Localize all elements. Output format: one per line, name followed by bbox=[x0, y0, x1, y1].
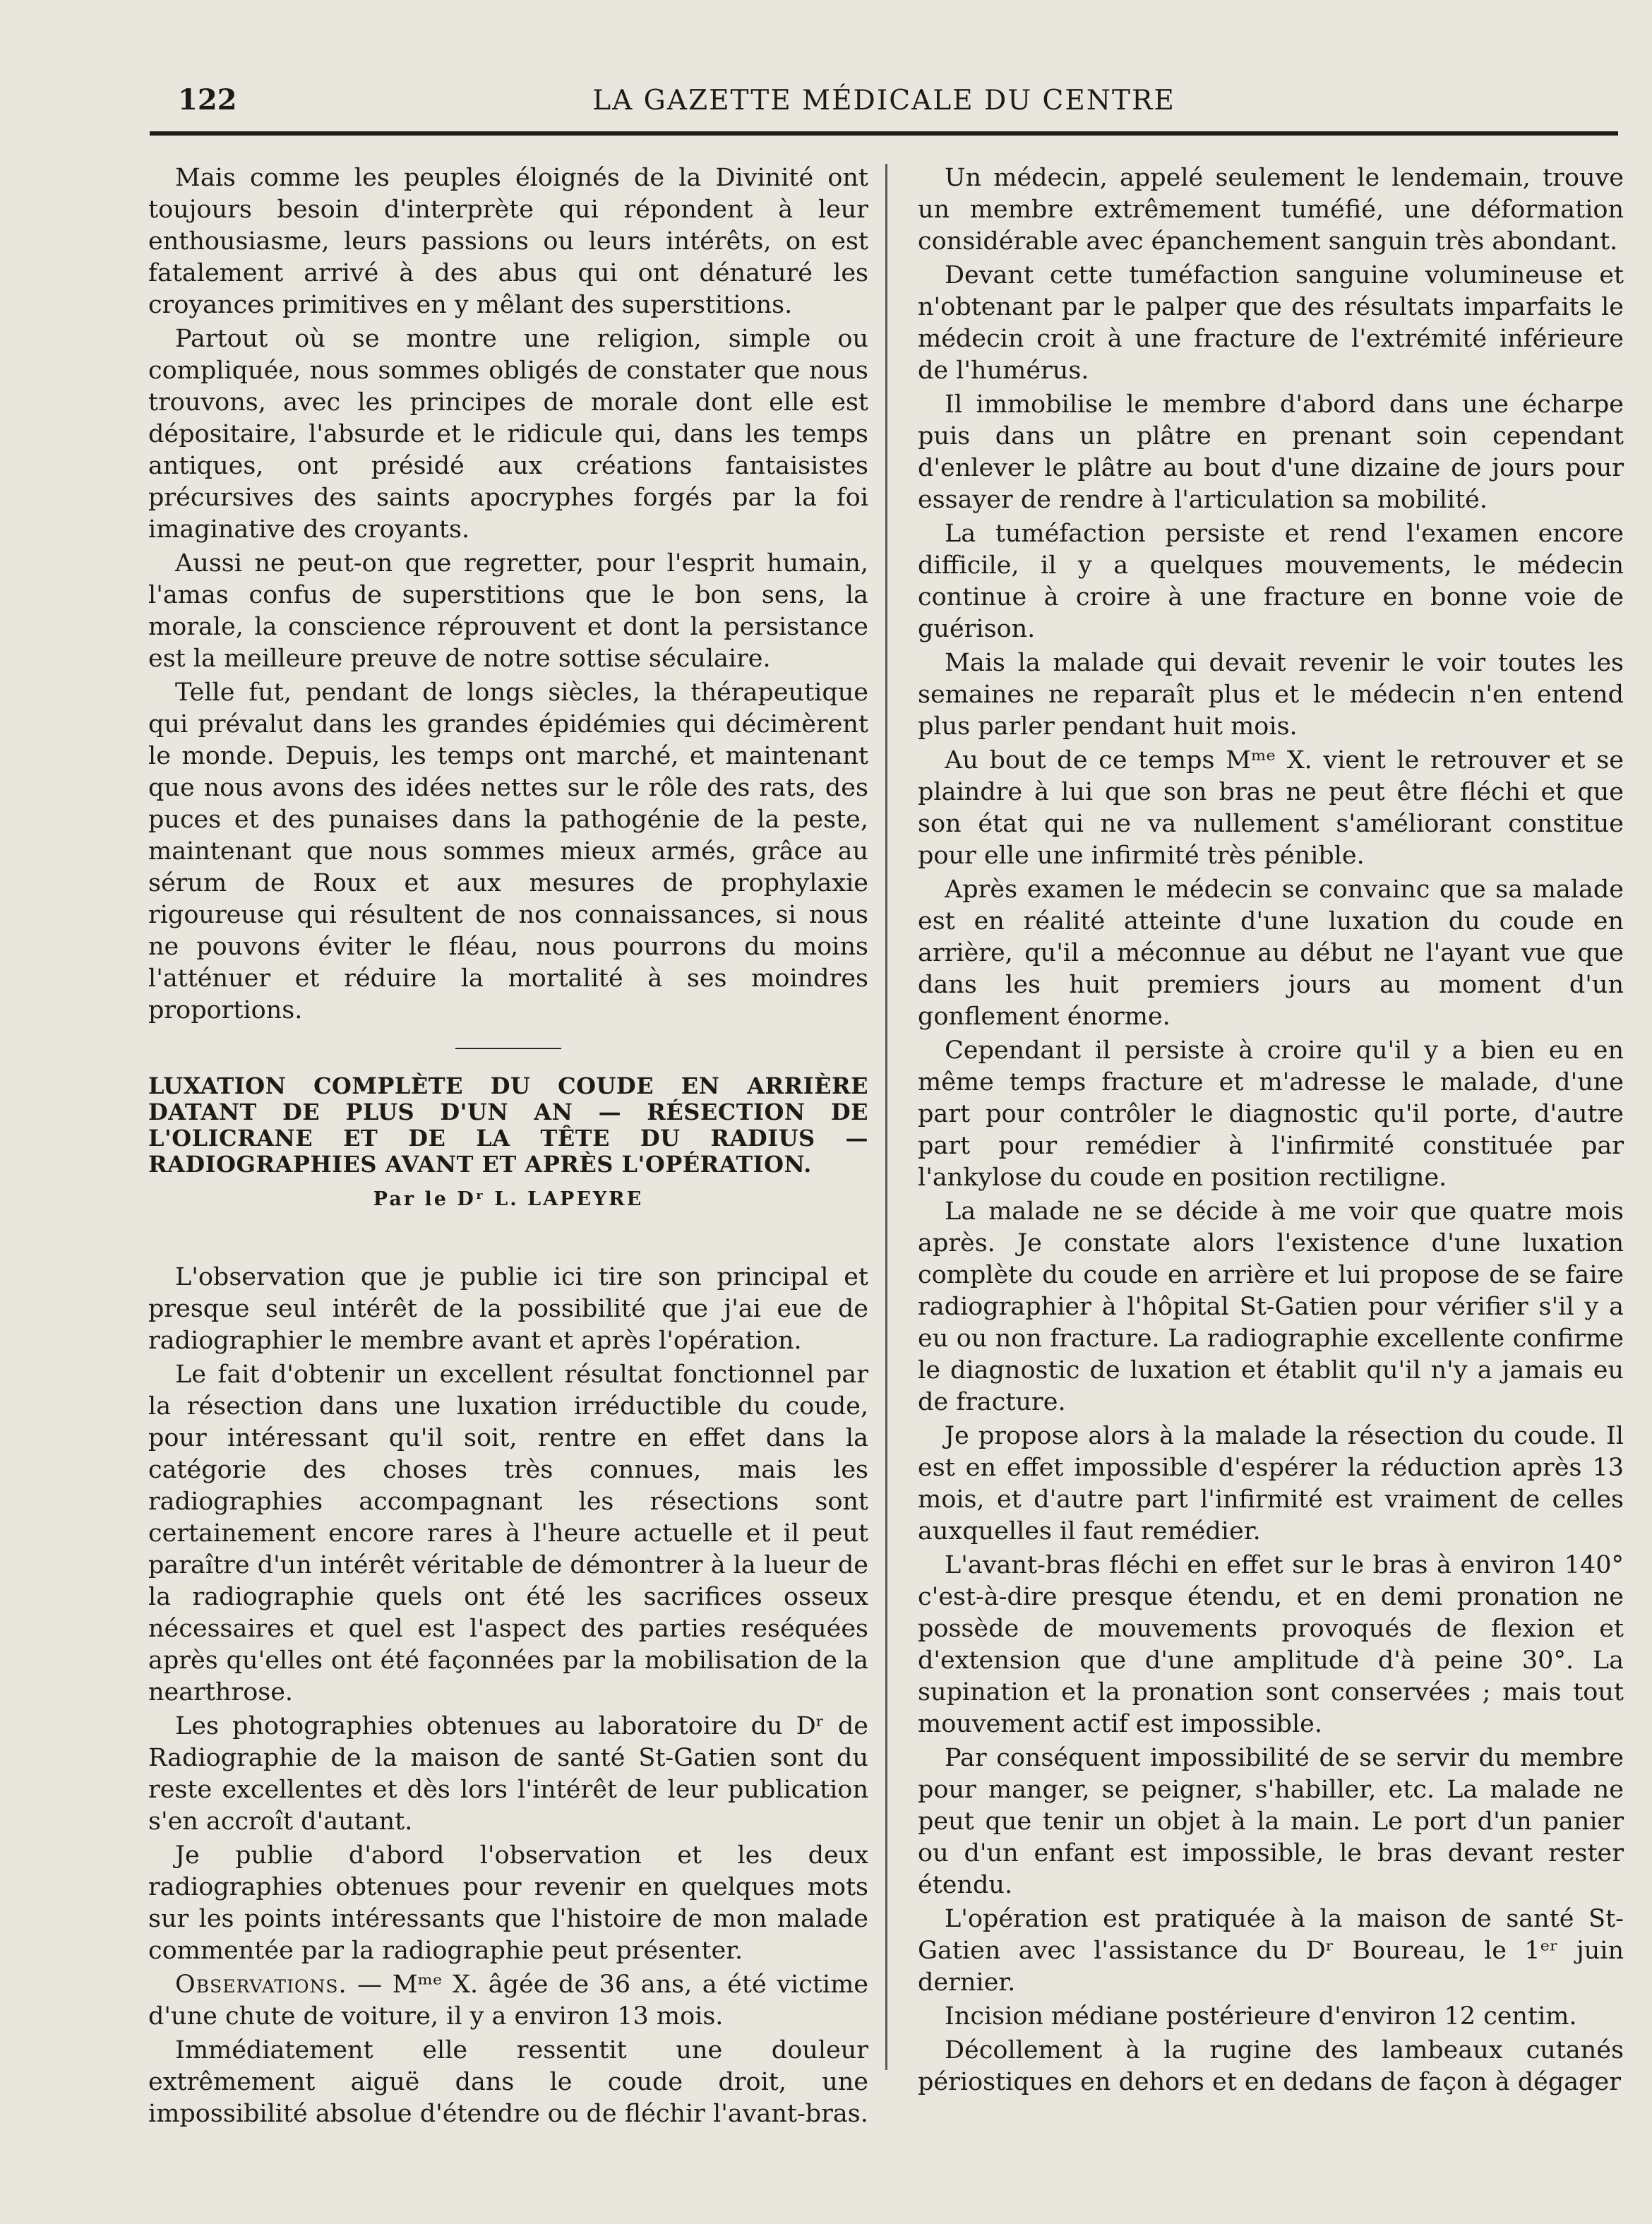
page-header bbox=[150, 79, 1618, 121]
paragraph: Immédiatement elle ressentit une douleur extrêmement aiguë dans le coude droit, une impossibilité absolue d'étendre ou de fléchir l'avant-bras. bbox=[148, 2036, 868, 2128]
paragraph: L'avant-bras fléchi en effet sur le bras à environ 140° c'est-à-dire presque étendu, et en demi pronation ne possède de mouvements provoqués de flexion et d'extension que d'une amplitude d'à peine 30°. La supination et la pronation sont conservées ; mais tout mouvement actif est impossible. bbox=[918, 1551, 1624, 1738]
paragraph: Je publie d'abord l'observation et les deux radiographies obtenues pour revenir en quelques mots sur les points intéressants que l'histoire de mon malade commentée par la radiographie peut présenter. bbox=[148, 1841, 868, 1965]
paragraph: Devant cette tuméfaction sanguine volumineuse et n'obtenant par le palper que des résultats imparfaits le médecin croit à une fracture de l'extrémité inférieure de l'humérus. bbox=[918, 261, 1624, 385]
running-title: LA GAZETTE MÉDICALE DU CENTRE bbox=[592, 85, 1175, 116]
paragraph: Par conséquent impossibilité de se servir du membre pour manger, se peigner, s'habiller, etc. La malade ne peut que tenir un objet à la main. Le port d'un panier ou d'un enfant est impossible, le bras devant rester étendu. bbox=[918, 1744, 1624, 1899]
paragraph: Aussi ne peut-on que regretter, pour l'esprit humain, l'amas confus de superstitions que le bon sens, la morale, la conscience réprouvent et dont la persistance est la meilleure preuve de notre sottise séculaire. bbox=[148, 549, 868, 673]
observations-label: Observations. bbox=[175, 1971, 347, 1999]
paragraph: Le fait d'obtenir un excellent résultat fonctionnel par la résection dans une luxation irréductible du coude, pour intéressant qu'il soit, rentre en effet dans la catégorie des choses très connues, mais les radiographies accompagnant les résections sont certainement encore rares à l'heure actuelle et il peut paraître d'un intérêt véritable de démontrer à la lueur de la radiographie quels ont été les sacrifices osseux nécessaires et quel est l'aspect des parties reséquées après qu'elles ont été façonnées par la mobilisation de la nearthrose. bbox=[148, 1361, 868, 1706]
paragraph: Je propose alors à la malade la résection du coude. Il est en effet impossible d'espérer la réduction après 13 mois, et d'autre part l'infirmité est vraiment de celles auxquelles il faut remédier. bbox=[918, 1422, 1624, 1546]
paragraph: L'observation que je publie ici tire son principal et presque seul intérêt de la possibilité que j'ai eue de radiographier le membre avant et après l'opération. bbox=[148, 1263, 868, 1355]
paragraph: Telle fut, pendant de longs siècles, la thérapeutique qui prévalut dans les grandes épidémies qui décimèrent le monde. Depuis, les temps ont marché, et maintenant que nous avons des idées nettes sur le rôle des rats, des puces et des punaises dans la pathogénie de la peste, maintenant que nous sommes mieux armés, grâce au sérum de Roux et aux mesures de prophylaxie rigoureuse qui résultent de nos connaissances, si nous ne pouvons éviter le fléau, nous pourrons du moins l'atténuer et réduire la mortalité à ses moindres proportions. bbox=[148, 678, 868, 1024]
paragraph: Un médecin, appelé seulement le lendemain, trouve un membre extrêmement tuméfié, une déformation considérable avec épanchement sanguin très abondant. bbox=[918, 164, 1624, 256]
column-divider bbox=[885, 164, 887, 2070]
paragraph: Il immobilise le membre d'abord dans une écharpe puis dans un plâtre en prenant soin cependant d'enlever le plâtre au bout d'une dizaine de jours pour essayer de rendre à l'articulation sa mobilité. bbox=[918, 390, 1624, 514]
paragraph: Mais comme les peuples éloignés de la Divinité ont toujours besoin d'interprète qui répondent à leur enthousiasme, leurs passions ou leurs intérêts, on est fatalement arrivé à des abus qui ont dénaturé les croyances primitives en y mêlant des superstitions. bbox=[148, 164, 868, 319]
paragraph: Incision médiane postérieure d'environ 12 centim. bbox=[945, 2002, 1577, 2031]
paragraph: La tuméfaction persiste et rend l'examen encore difficile, il y a quelques mouvements, le médecin continue à croire à une fracture en bonne voie de guérison. bbox=[918, 520, 1624, 643]
article-title: LUXATION COMPLÈTE DU COUDE EN ARRIÈRE DATANT DE PLUS D'UN AN — RÉSECTION DE L'OLICRANE ET DE LA TÊTE DU RADIUS — RADIOGRAPHIES AVANT ET APRÈS L'OPÉRATION. bbox=[148, 1072, 868, 1178]
header-rule bbox=[150, 131, 1618, 136]
right-column bbox=[918, 162, 1624, 2100]
paragraph: L'opération est pratiquée à la maison de santé St-Gatien avec l'assistance du Dʳ Boureau, le 1ᵉʳ juin dernier. bbox=[918, 1905, 1624, 1997]
observations-paragraph bbox=[148, 1969, 868, 2033]
paragraph: Cependant il persiste à croire qu'il y a bien eu en même temps fracture et m'adresse le malade, d'une part pour contrôler le diagnostic qu'il porte, d'autre part pour remédier à l'infirmité constituée par l'ankylose du coude en position rectiligne. bbox=[918, 1036, 1624, 1192]
paragraph: La malade ne se décide à me voir que quatre mois après. Je constate alors l'existence d'une luxation complète du coude en arrière et lui propose de se faire radiographier à l'hôpital St-Gatien pour vérifier s'il y a eu ou non fracture. La radiographie excellente confirme le diagnostic de luxation et établit qu'il n'y a jamais eu de fracture. bbox=[918, 1197, 1624, 1416]
byline: Par le Dʳ L. LAPEYRE bbox=[373, 1188, 644, 1210]
paragraph: Au bout de ce temps Mᵐᵉ X. vient le retrouver et se plaindre à lui que son bras ne peut être fléchi et que son état qui ne va nullement s'améliorant constitue pour elle une infirmité très pénible. bbox=[918, 746, 1624, 870]
paragraph: Partout où se montre une religion, simple ou compliquée, nous sommes obligés de constater que nous trouvons, avec les principes de morale dont elle est dépositaire, l'absurde et le ridicule qui, dans les temps antiques, ont présidé aux créations fantaisistes précursives des saints apocryphes forgés par la foi imaginative des croyants. bbox=[148, 325, 868, 544]
page-number: 122 bbox=[178, 83, 237, 116]
paragraph: Après examen le médecin se convainc que sa malade est en réalité atteinte d'une luxation du coude en arrière, qu'il a méconnue au début ne l'ayant vue que dans les huit premiers jours au moment d'un gonflement énorme. bbox=[918, 875, 1624, 1031]
left-column bbox=[148, 162, 868, 2132]
observations-text: — Mᵐᵉ X. âgée de 36 ans, a été victime d'une chute de voiture, il y a environ 13 mois. bbox=[148, 1971, 868, 2031]
paragraph: Mais la malade qui devait revenir le voir toutes les semaines ne reparaît plus et le médecin n'en entend plus parler pendant huit mois. bbox=[918, 649, 1624, 741]
section-separator bbox=[455, 1048, 561, 1049]
paragraph: Décollement à la rugine des lambeaux cutanés périostiques en dehors et en dedans de façon à dégager bbox=[918, 2036, 1624, 2096]
paragraph: Les photographies obtenues au laboratoire du Dʳ de Radiographie de la maison de santé St-Gatien sont du reste excellentes et dès lors l'intérêt de leur publication s'en accroît d'autant. bbox=[148, 1712, 868, 1836]
